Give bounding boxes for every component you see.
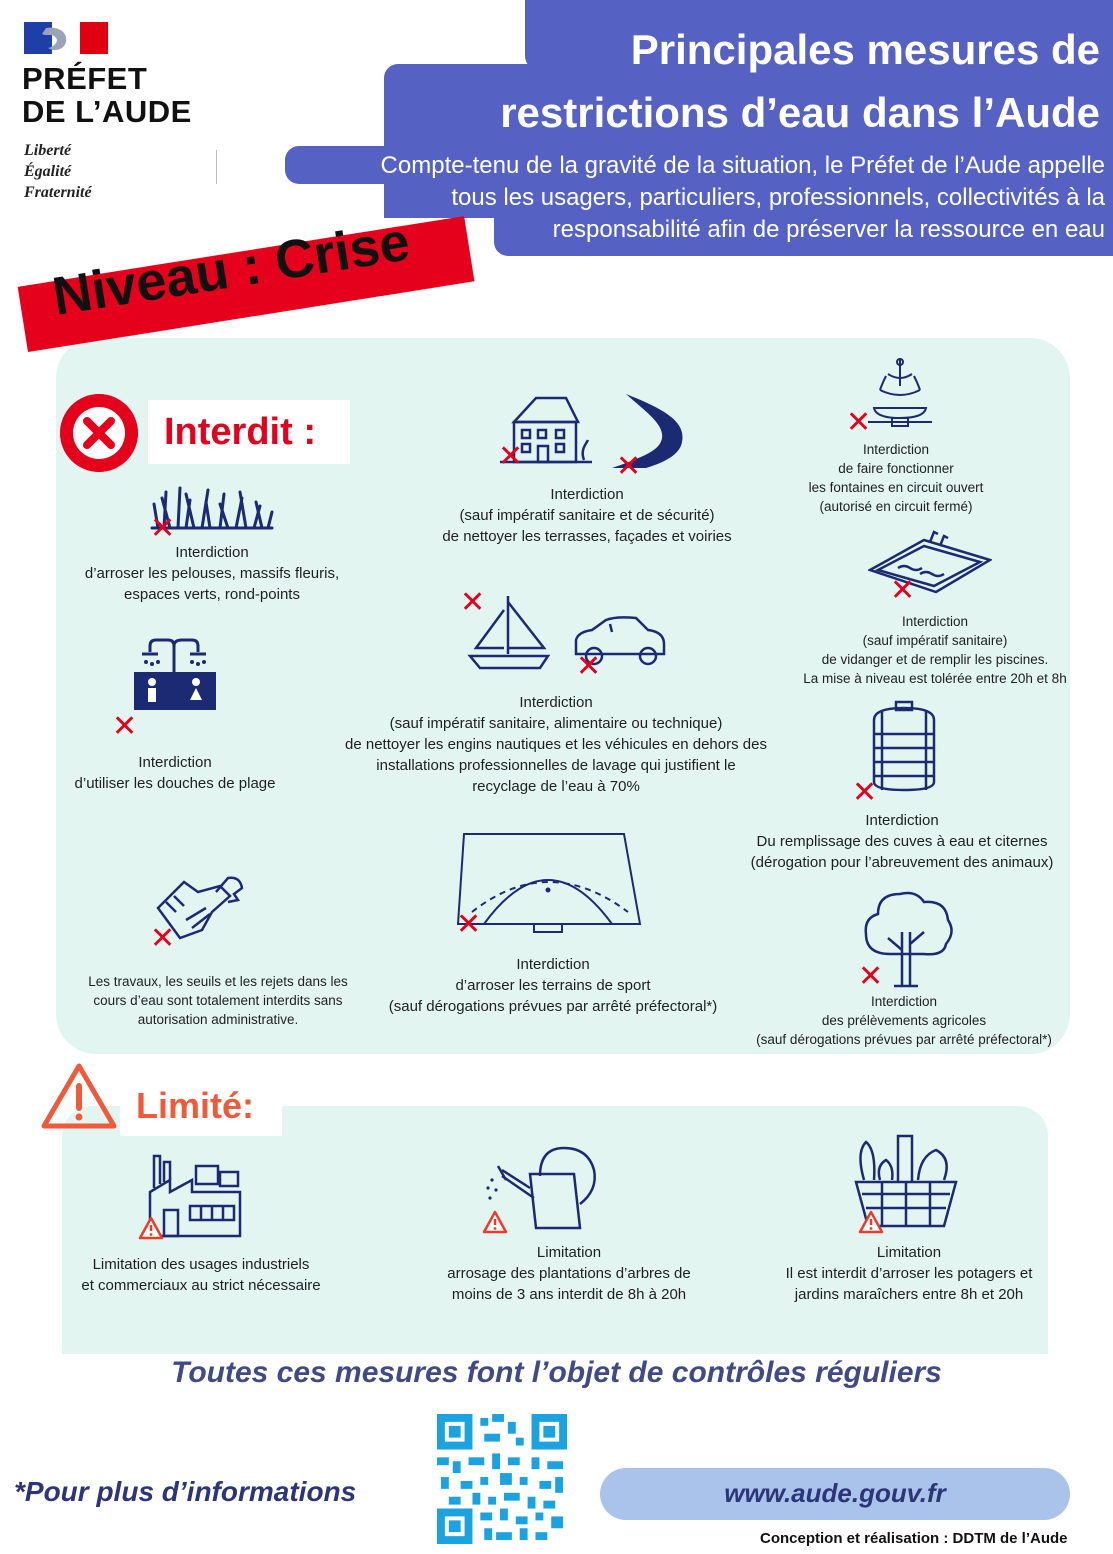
website-link[interactable]: www.aude.gouv.fr (724, 1478, 946, 1508)
interdit-heading: Interdit : (148, 400, 350, 464)
warning-small-icon (858, 1210, 884, 1234)
interdit-item-pools: Interdiction (sauf impératif sanitaire) de vidanger et de remplir les piscines. La mise à niveau est tolérée entre 20h et 8h (803, 614, 1067, 686)
institution-name: PRÉFET DE L’AUDE (22, 61, 192, 129)
republic-motto: Liberté Égalité Fraternité (24, 142, 92, 201)
forbidden-mark-icon: ✕ (852, 776, 878, 809)
limite-item-industry: Limitation des usages industriels et commerciaux au strict nécessaire (81, 1256, 321, 1294)
interdit-item-agriculture: Interdiction des prélèvements agricoles (sauf dérogations prévues par arrêté préfectoral*) (756, 994, 1052, 1047)
interdit-item-works: Les travaux, les seuils et les rejets dans les cours d’eau sont totalement interdits sans autorisation administrative. (88, 974, 348, 1027)
interdit-item-beach-showers: Interdiction d’utiliser les douches de plage (74, 754, 276, 792)
interdit-item-tanks: Interdiction Du remplissage des cuves à eau et citernes (dérogation pour l’abreuvement des animaux) (750, 812, 1054, 871)
warning-small-icon (482, 1210, 508, 1234)
sport-field-icon (456, 832, 644, 936)
warning-small-icon (138, 1216, 164, 1240)
limite-item-gardens: Limitation Il est interdit d’arroser les potagers et jardins maraîchers entre 8h et 20h (785, 1244, 1033, 1303)
forbidden-mark-icon: ✕ (846, 406, 872, 439)
crisis-level-label: Niveau : Crise (48, 211, 414, 328)
forbidden-mark-icon: ✕ (150, 512, 176, 545)
warning-icon (40, 1062, 118, 1130)
marianne-flag-logo (24, 22, 108, 54)
forbidden-mark-icon: ✕ (456, 908, 482, 941)
water-tank-icon (868, 700, 940, 796)
forbidden-mark-icon: ✕ (576, 650, 602, 683)
forbidden-mark-icon: ✕ (112, 710, 138, 743)
limite-heading: Limité: (120, 1078, 282, 1136)
interdit-item-sport-fields: Interdiction d’arroser les terrains de sport (sauf dérogations prévues par arrêté préfectoral*) (388, 956, 718, 1015)
interdit-item-vehicles: Interdiction (sauf impératif sanitaire, alimentaire ou technique) de nettoyer les engins nautiques et les véhicules en dehors des installations professionnelles de lavage qui justifient le recyclage de l’eau à 70% (345, 694, 767, 795)
controls-notice: Toutes ces mesures font l’objet de contrôles réguliers (171, 1356, 942, 1389)
qr-code[interactable] (436, 1414, 568, 1544)
interdit-item-lawn: Interdiction d’arroser les pelouses, massifs fleuris, espaces verts, rond-points (84, 544, 340, 603)
interdit-item-terraces: Interdiction (sauf impératif sanitaire et de sécurité) de nettoyer les terrasses, façades et voiries (442, 486, 732, 545)
forbidden-mark-icon: ✕ (858, 960, 884, 993)
forbidden-mark-icon: ✕ (460, 586, 486, 619)
forbidden-mark-icon: ✕ (616, 450, 642, 483)
divider (216, 150, 217, 184)
forbidden-mark-icon: ✕ (498, 440, 524, 473)
forbidden-icon (60, 394, 138, 472)
beach-shower-icon (130, 638, 220, 714)
page-subtitle: Compte-tenu de la gravité de la situation, le Préfet de l’Aude appelle tous les usagers, particuliers, professionnels, collectivités à la responsabilité afin de préserver la ressource en eau (380, 152, 1105, 243)
boat-car-icon (466, 592, 670, 676)
house-road-icon (496, 392, 696, 473)
forbidden-mark-icon: ✕ (150, 922, 176, 955)
page-title: Principales mesures de restrictions d’eau dans l’Aude (500, 26, 1100, 136)
fountain-icon (864, 356, 936, 430)
forbidden-mark-icon: ✕ (890, 574, 916, 607)
limite-item-trees: Limitation arrosage des plantations d’arbres de moins de 3 ans interdit de 8h à 20h (447, 1244, 691, 1303)
more-info-label: *Pour plus d’informations (14, 1476, 357, 1507)
interdit-item-fountains: Interdiction de faire fonctionner les fontaines en circuit ouvert (autorisé en circuit fermé) (808, 442, 984, 514)
pool-icon (868, 530, 992, 602)
credits: Conception et réalisation : DDTM de l’Aude (760, 1530, 1068, 1547)
